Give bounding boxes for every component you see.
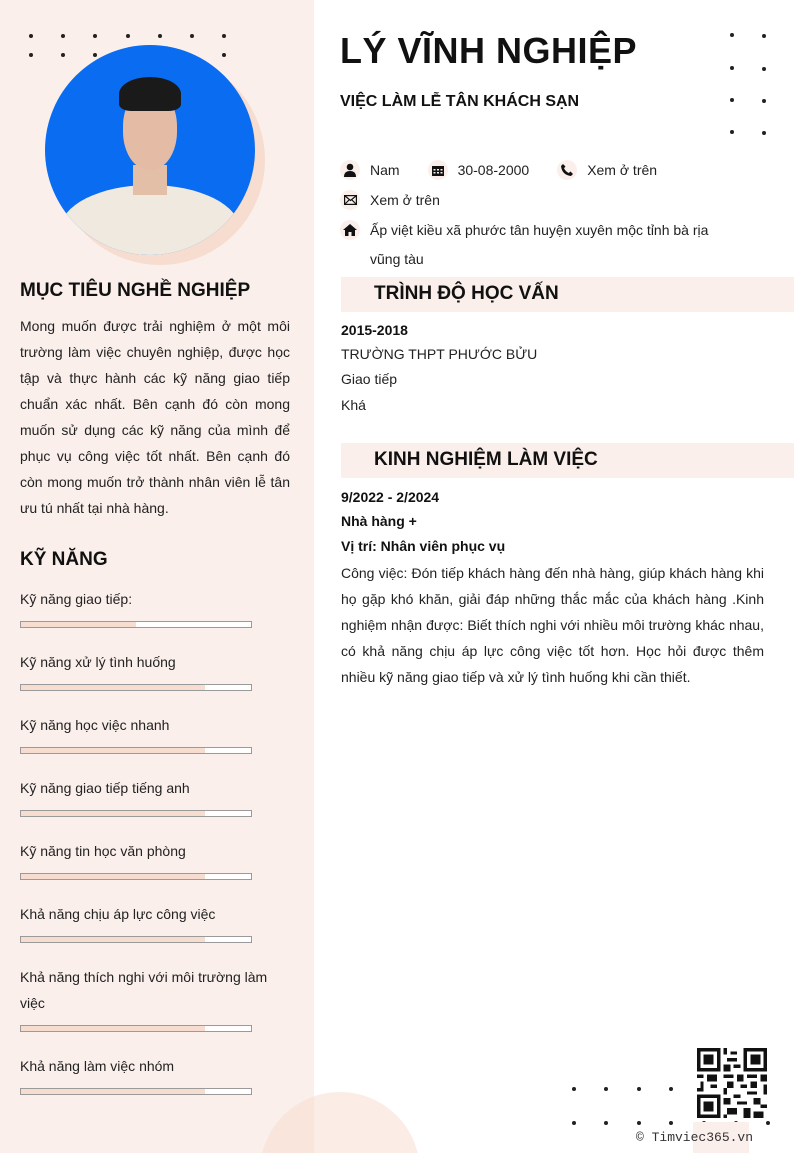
experience-description: Công việc: Đón tiếp khách hàng đến nhà hàng, giúp khách hàng khi họ gặp khó khăn, giải đáp những thắc mắc của khách hàng .Kinh nghiệm nhận được: Biết thích nghi với nhiều môi trường khác nhau, có khả năng chịu áp lực công việc tốt hơn. Học hỏi được thêm nhiều kỹ năng giao tiếp và xử lý tình huống khi cần thiết. [341, 565, 764, 685]
info-row-address [340, 220, 736, 240]
info-row-email [340, 190, 468, 210]
skill-bar [20, 621, 252, 628]
experience-position: Vị trí: Nhân viên phục vụ [341, 538, 506, 554]
skill-label: Khả năng chịu áp lực công việc [20, 906, 216, 922]
experience-title: KINH NGHIỆM LÀM VIỆC [374, 449, 598, 470]
copyright-text: © Timviec365.vn [636, 1130, 754, 1145]
skill-bar [20, 747, 252, 754]
education-school: TRƯỜNG THPT PHƯỚC BỬU [341, 346, 538, 362]
avatar-photo [45, 45, 255, 255]
objective-text: Mong muốn được trải nghiệm ở một môi trường làm việc chuyên nghiệp, được học tập và thực hành các kỹ năng giao tiếp chuẩn xác nhất. Bên cạnh đó còn mong muốn sử dụng các kỹ năng của mình để phục vụ công việc tốt nhất. Bên cạnh đó còn mong muốn trở thành nhân viên lễ tân ưu tú nhất tại nhà hàng. [20, 318, 290, 516]
job-title: VIỆC LÀM LỄ TÂN KHÁCH SẠN [340, 93, 580, 110]
education-grade: Khá [341, 397, 366, 413]
candidate-name: LÝ VĨNH NGHIỆP [340, 30, 638, 71]
user-icon [340, 160, 360, 180]
skill-label: Kỹ năng học việc nhanh [20, 717, 170, 733]
phone-icon [557, 160, 577, 180]
education-period: 2015-2018 [341, 322, 408, 338]
email-value: Xem ở trên [370, 192, 440, 208]
mail-icon [340, 190, 360, 210]
skill-bar [20, 936, 252, 943]
address-line-2-row [370, 251, 424, 267]
skill-label: Kỹ năng xử lý tình huống [20, 654, 176, 670]
skill-bar [20, 810, 252, 817]
address-line-1: Ấp việt kiều xã phước tân huyện xuyên mộc tỉnh bà rịa [370, 222, 709, 238]
skill-label: Khả năng làm việc nhóm [20, 1058, 175, 1074]
skill-label: Khả năng thích nghi với môi trường làm việc [20, 969, 268, 1011]
qr-code-icon [697, 1048, 767, 1118]
address-line-2: vũng tàu [370, 251, 424, 267]
education-title: TRÌNH ĐỘ HỌC VẤN [374, 283, 559, 304]
skills-title: KỸ NĂNG [20, 549, 108, 570]
gender-value: Nam [370, 162, 400, 178]
skill-label: Kỹ năng giao tiếp tiếng anh [20, 780, 190, 796]
phone-value: Xem ở trên [587, 162, 658, 178]
experience-section-header [341, 443, 794, 478]
skill-label: Kỹ năng giao tiếp: [20, 591, 133, 607]
experience-company: Nhà hàng + [341, 513, 417, 529]
info-row-1 [340, 160, 685, 180]
skill-bar [20, 873, 252, 880]
birthday-value: 30-08-2000 [457, 162, 530, 178]
skill-bar [20, 1025, 252, 1032]
skill-bar [20, 684, 252, 691]
calendar-icon [428, 160, 448, 180]
home-icon [340, 220, 360, 240]
experience-period: 9/2022 - 2/2024 [341, 489, 440, 505]
education-section-header [341, 277, 794, 312]
skill-label: Kỹ năng tin học văn phòng [20, 843, 186, 859]
skill-bar [20, 1088, 252, 1095]
objective-title: MỤC TIÊU NGHỀ NGHIỆP [20, 280, 251, 301]
education-major: Giao tiếp [341, 371, 398, 387]
